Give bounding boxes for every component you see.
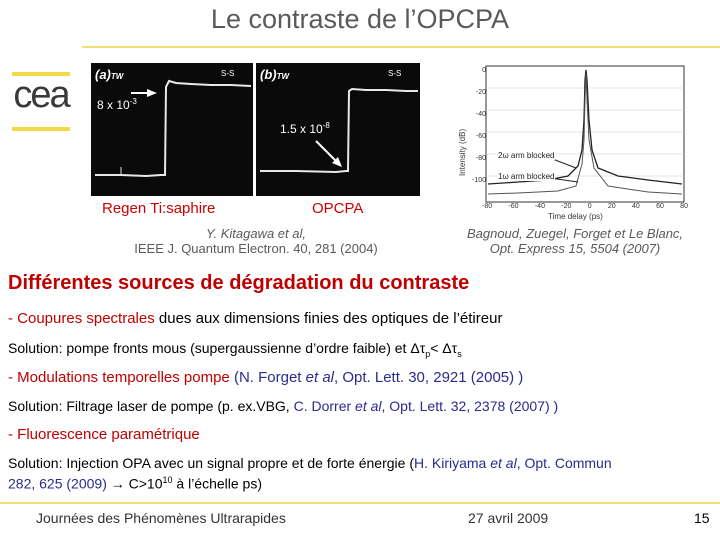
panel-b-sublabel: TW [276,72,290,81]
item3-c-end: à l’échelle ps) [172,475,263,492]
item3-ref-rest2: 282, 625 (2009) [8,475,107,492]
xtick-2: -40 [534,203,545,210]
figure-panel-a [91,63,253,196]
item3-ref-rest1: , Opt. Commun [516,455,612,471]
citation-kitagawa-line1: Y. Kitagawa et al, [206,226,306,241]
item2-ref-etal: et al [305,369,334,386]
xtick-0: -80 [482,203,493,210]
legend-1w: 1ω arm blocked [498,172,555,181]
panel-a-exponent: -3 [129,97,137,106]
xtick-5: 20 [607,203,616,210]
caption-opcpa: OPCPA [312,200,364,217]
item3-solution [8,455,712,493]
footer-rule [0,502,720,504]
item1-lt: < Δτ [430,340,458,356]
panel-a-annotation: 8 x 10 [97,98,130,112]
footer-page-number: 15 [694,510,710,526]
cea-logo: cea [13,74,69,116]
item3-ref-etal: et al [490,455,517,471]
intensity-ylabel: Intensity (dB) [458,128,467,176]
item2-solution [8,398,558,414]
item3-arrow: → [106,475,129,492]
xtick-8: 80 [680,203,688,210]
logo-bar-bottom [12,127,70,131]
ytick-4: -80 [475,155,486,162]
panel-a-tag: S-S [221,69,235,78]
item2-paren: ( [229,369,239,386]
item2-solution-ref-etal: et al [355,398,382,414]
footer-event: Journées des Phénomènes Ultrarapides [36,510,286,526]
citation-bagnoud-line1: Bagnoud, Zuegel, Forget et Le Blanc, [466,226,684,241]
footer-date: 27 avril 2009 [468,510,549,526]
item3-c-text: C>10 [128,475,163,492]
citation-bagnoud [440,226,710,256]
xtick-6: 40 [631,203,640,210]
item1-solution [8,340,462,359]
item3-line [8,426,200,443]
item1-prefix: - Coupures spectrales [8,310,155,327]
intensity-plot-svg [458,60,698,225]
panel-a-trace [91,63,253,196]
item2-solution-ref-rest: , Opt. Lett. 32, 2378 (2007) ) [381,398,559,414]
citation-kitagawa [96,226,416,256]
slide-title: Le contraste de l’OPCPA [210,4,510,34]
panel-a-label: (a) [95,67,111,82]
item2-ref-rest: , Opt. Lett. 30, 2921 (2005) ) [334,369,524,386]
item2-ref-author: N. Forget [238,369,306,386]
panel-a-sublabel: TW [110,72,124,81]
item3-solution-start: Solution: Injection OPA avec un signal propre et de forte énergie ( [8,455,414,471]
item1-solution-text: Solution: pompe fronts mous (supergaussienne d’ordre faible) et Δτ [8,340,426,356]
panel-b-tag: S-S [388,69,402,78]
caption-regen: Regen Ti:saphire [102,200,216,217]
panel-b-exponent: -8 [322,121,330,130]
intensity-xlabel: Time delay (ps) [548,212,603,221]
figure-intensity-plot [458,60,698,225]
xtick-1: -60 [508,203,519,210]
xtick-7: 60 [656,203,664,210]
legend-2w: 2ω arm blocked [498,151,555,160]
item1-sub-p: p [425,348,431,359]
item2-solution-start: Solution: Filtrage laser de pompe (p. ex.VBG, [8,398,294,414]
item3-ref-author: H. Kiriyama [414,455,491,471]
item1-sub-s: s [457,348,462,359]
item3-c-exp: 10 [162,475,173,485]
ytick-3: -60 [475,133,486,140]
xtick-3: -20 [561,203,572,210]
panel-b-annotation: 1.5 x 10 [280,122,323,136]
xtick-4: 0 [587,203,592,210]
item2-solution-ref-author: C. Dorrer [293,398,356,414]
ytick-0: 0 [482,67,486,74]
ytick-5: -100 [471,177,486,184]
ytick-2: -40 [475,111,486,118]
section-heading: Différentes sources de dégradation du contraste [8,272,470,294]
item2-line [8,369,523,386]
title-rule [82,46,720,48]
ytick-1: -20 [475,89,486,96]
citation-kitagawa-line2: IEEE J. Quantum Electron. 40, 281 (2004) [134,241,378,256]
citation-bagnoud-line2: Opt. Express 15, 5504 (2007) [489,241,661,256]
item3-prefix: - Fluorescence paramétrique [8,426,200,443]
item1-line [8,310,502,327]
panel-b-label: (b) [260,67,277,82]
figure-panel-b [256,63,420,196]
item2-prefix: - Modulations temporelles pompe [8,369,230,386]
item1-rest: dues aux dimensions finies des optiques de l’étireur [154,310,503,327]
